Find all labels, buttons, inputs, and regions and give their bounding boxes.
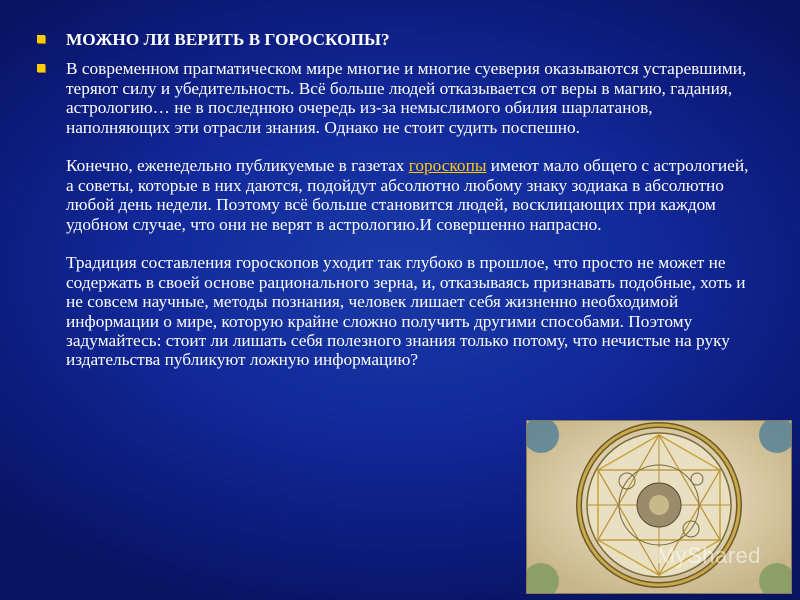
paragraph-2-start: Конечно, еженедельно публикуемые в газетах [66,156,409,176]
bullet-square-icon [37,64,45,72]
bullet-item-heading [34,30,754,49]
paragraph-3: Традиция составления гороскопов уходит так глубоко в прошлое, что просто не может не содержать в своей основе рационального зерна, и, отказываясь признавать подобные, хоть и не совсем научные, методы познания, человек лишает себя жизненно необходимой информации о мире, которую крайне сложно получить другими способами. Поэтому задумайтесь: стоит ли лишать себя полезного знания только потому, что нечистые на руку издательства публикуют ложную информацию? [66,253,746,370]
paragraph-2 [66,156,754,234]
bullet-item-body [34,59,754,369]
astrological-chart-image [526,420,792,594]
slide-heading: МОЖНО ЛИ ВЕРИТЬ В ГОРОСКОПЫ? [66,30,390,49]
paragraph-1: В современном прагматическом мире многие и многие суеверия оказываются устаревшими, теряют силу и убедительность. Всё больше людей отказывается от веры в магию, гадания, астрологию… не в последнюю очередь из-за немыслимого обилия шарлатанов, наполняющих эти отрасли знания. Однако не стоит судить поспешно. [66,59,747,137]
horoscopes-link[interactable]: гороскопы [408,156,487,176]
paragraph-2-end: имеют мало общего с астрологией, а советы, которые в них даются, подойдут абсолютно любому знаку зодиака в абсолютно любой день недели. Поэтому всё больше становится людей, восклицающих при каждом удобном случае, что они не верят в астрологию.И совершенно напрасно. [66,156,749,234]
watermark-text: MyShared [656,543,761,568]
bullet-list [34,30,754,370]
bullet-square-icon [37,35,45,43]
